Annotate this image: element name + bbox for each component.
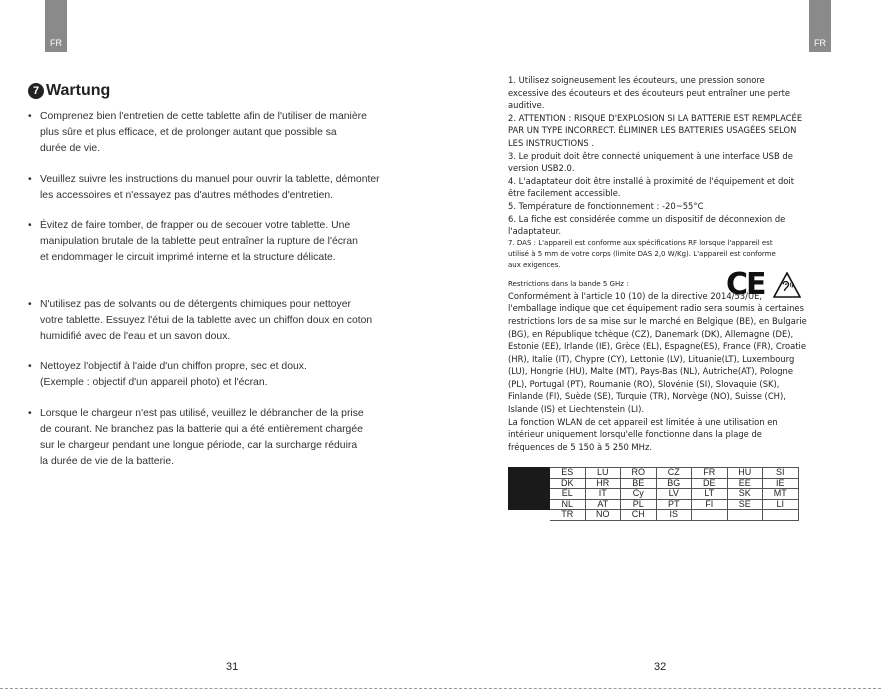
black-box — [509, 468, 550, 510]
bottom-crop-line — [0, 688, 881, 689]
table-spacer — [509, 510, 550, 521]
section-title: Wartung — [46, 82, 111, 99]
ce-mark-icon: CE — [726, 267, 765, 302]
table-row: ES LU RO CZ FR HU SI — [509, 468, 799, 479]
table-row: NL AT PL PT FI SE LI — [509, 499, 799, 510]
certification-logos — [726, 267, 801, 302]
language-tab: FR — [45, 0, 67, 52]
safety-text: 1. Utilisez soigneusement les écouteurs, une pression sonore excessive des écouteurs et des écouteurs peut entraîner une perte auditive. 2. ATTENTION : RISQUE D'EXPLOSION SI LA BATTERIE EST REMPLACÉE PAR UN TYPE INCORRECT. ÉLIMINER LES BATTERIES USAGÉES SELON LES INSTRUCTIONS . 3. Le produit doit être connecté uniquement à une interface USB de version USB2.0. 4. L'adaptateur doit être installé à proximité de l'équipement et doit être facilement accessible. 5. Température de fonctionnement : -20~55°C 6. La fiche est considérée comme un dispositif de déconnexion de l'adaptateur. 7. DAS : L'appareil est conforme aux spécifications RF lorsque l'appareil est utilisé à 5 mm de votre corps (limite DAS 2,0 W/Kg). L'appareil est conforme aux exigences. Restrictions dans la bande 5 GHz : Conformément à l'article 10 (10) de la directive 2014/53/UE, l'emballage indique que cet équipement radio sera soumis à certaines restrictions lors de sa mise sur le marché en Belgique (BE), en Bulgarie (BG), en République tchèque (CZ), Danemark (DK), Allemagne (DE), Estonie (EE), Irlande (IE), Grèce (EL), Espagne(ES), France (FR), Croatie (HR), Italie (IT), Chypre (CY), Lettonie (LV), Lituanie(LT), Luxembourg (LU), Hongrie (HU), Malte (MT), Pays-Bas (NL), Autriche(AT), Pologne (PL), Portugal (PT), Roumanie (RO), Slovénie (SI), Slovaquie (SK), Finlande (FI), Suède (SE), Turquie (TR), Norvège (NO), Suisse (CH), Islande (IS) et Liechtenstein (LI). La fonction WLAN de cet appareil est limitée à une utilisation en intérieur uniquement lorsqu'elle fonctionne dans la plage de fréquences de 5 150 à 5 250 MHz. — [508, 74, 828, 453]
maintenance-list — [28, 109, 423, 470]
section-number-badge: 7 — [28, 83, 44, 99]
country-restriction-table — [508, 467, 799, 521]
list-item: • Lorsque le chargeur n'est pas utilisé, veuillez le débrancher de la prise de courant. Ne branchez pas la batterie qui a été entièrement chargée sur le chargeur pendant une longue période, car la surcharge réduira la durée de vie de la batterie. — [28, 406, 423, 471]
table-row: EL IT Cy LV LT SK MT — [509, 489, 799, 500]
hearing-warning-icon — [773, 272, 801, 298]
right-page — [440, 0, 881, 692]
list-item: • Comprenez bien l'entretien de cette tablette afin de l'utiliser de manière plus sûre et plus efficace, et de prolonger autant que possible sa durée de vie. — [28, 109, 423, 158]
left-page — [0, 0, 440, 692]
restrictions-heading: Restrictions dans la bande 5 GHz : — [508, 279, 629, 288]
page-number: 32 — [654, 661, 667, 673]
section-heading — [28, 82, 110, 100]
list-item: • Veuillez suivre les instructions du manuel pour ouvrir la tablette, démonter les accessoires et n'essayez pas d'autres méthodes d'entretien. — [28, 172, 423, 204]
list-item: • Évitez de faire tomber, de frapper ou de secouer votre tablette. Une manipulation brutale de la tablette peut entraîner la rupture de l'écran et endommager le circuit imprimé interne et la structure délicate. — [28, 218, 423, 267]
table-row: TR NO CH IS — [509, 510, 799, 521]
table-row: DK HR BE BG DE EE IE — [509, 478, 799, 489]
list-item: • Nettoyez l'objectif à l'aide d'un chiffon propre, sec et doux. (Exemple : objectif d'un appareil photo) et l'écran. — [28, 359, 423, 391]
language-tab: FR — [809, 0, 831, 52]
list-item: • N'utilisez pas de solvants ou de détergents chimiques pour nettoyer votre tablette. Essuyez l'étui de la tablette avec un chiffon doux en coton humidifié avec de l'eau et un savon doux. — [28, 297, 423, 346]
page-number: 31 — [226, 661, 239, 673]
